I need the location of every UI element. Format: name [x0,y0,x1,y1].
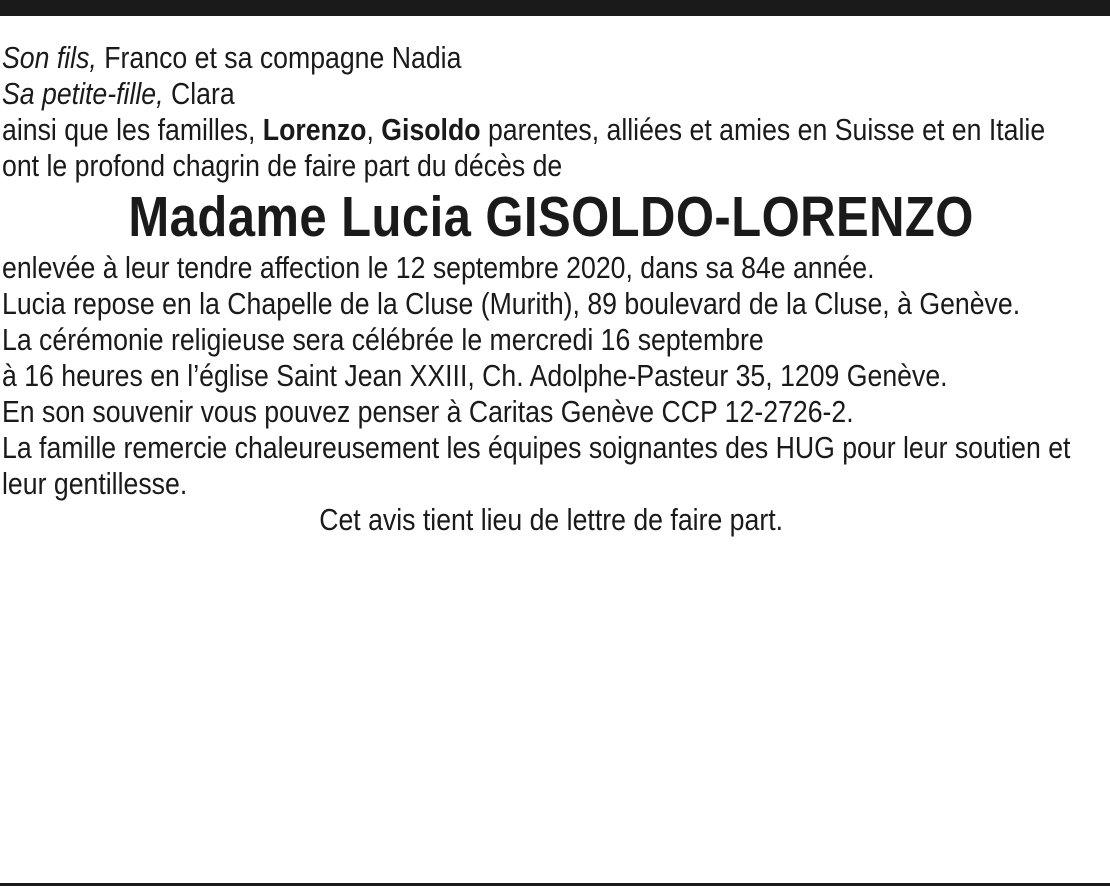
families-prefix: ainsi que les familles, [2,112,263,147]
families-line [2,112,1100,148]
obituary-notice [2,40,1100,538]
announcement-line: ont le profond chagrin de faire part du décès de [2,148,563,183]
granddaughter-line [2,76,1100,112]
family-name-lorenzo: Lorenzo [262,112,367,147]
son-line [2,40,1100,76]
ceremony-info [2,322,1100,394]
ceremony-line-2: à 16 heures en l’église Saint Jean XXIII, Ch. Adolphe-Pasteur 35, 1209 Genève. [2,358,948,393]
repose-location: Lucia repose en la Chapelle de la Cluse (Murith), 89 boulevard de la Cluse, à Genève. [2,286,1021,321]
families-separator: , [366,112,382,147]
top-rule [0,0,1110,16]
deceased-name: Madame Lucia GISOLDO-LORENZO [128,185,974,249]
ceremony-line-1: La cérémonie religieuse sera célébrée le mercredi 16 septembre [2,322,764,357]
thanks-line: La famille remercie chaleureusement les équipes soignantes des HUG pour leur soutien et leur gentillesse. [2,430,1071,501]
son-label: Son fils, [2,40,97,75]
death-date-line: enlevée à leur tendre affection le 12 septembre 2020, dans sa 84e année. [2,250,875,285]
bottom-rule [0,883,1110,886]
family-name-gisoldo: Gisoldo [381,112,481,147]
son-names: Franco et sa compagne Nadia [96,40,462,75]
closing-line: Cet avis tient lieu de lettre de faire part. [319,502,784,537]
granddaughter-label: Sa petite-fille, [2,76,164,111]
donation-info: En son souvenir vous pouvez penser à Caritas Genève CCP 12-2726-2. [2,394,854,429]
families-suffix: parentes, alliées et amies en Suisse et en Italie [480,112,1046,147]
granddaughter-name: Clara [163,76,235,111]
